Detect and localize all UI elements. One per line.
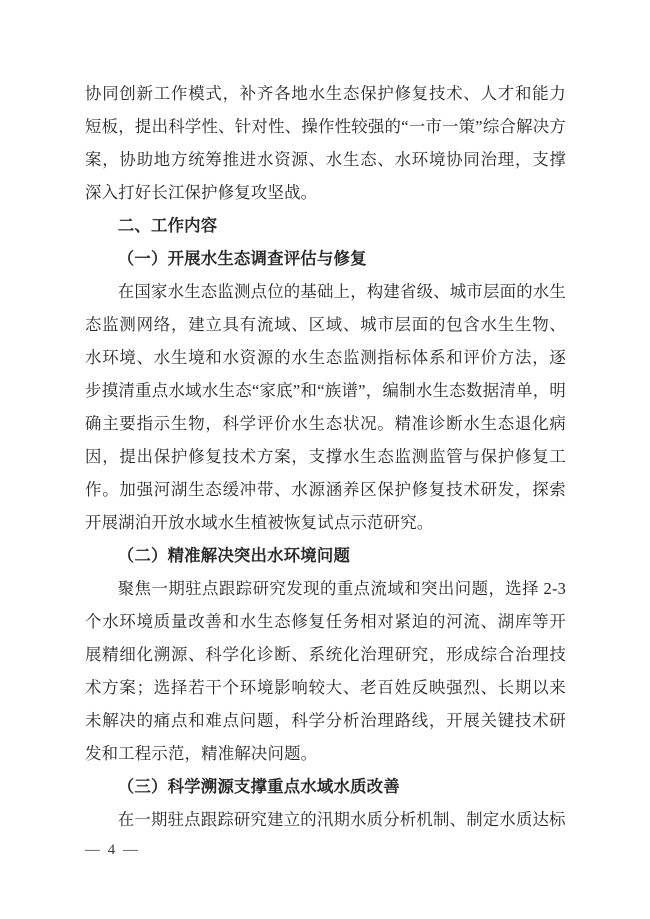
continuation-paragraph: 协同创新工作模式，补齐各地水生态保护修复技术、人才和能力短板，提出科学性、针对性、操作性较强的“一市一策”综合解决方案，协助地方统筹推进水资源、水生态、水环境协同治理，支撑深入打好长江保护修复攻坚战。 — [85, 84, 566, 202]
subsection-heading-3: （三）科学溯源支撑重点水域水质改善 — [117, 777, 400, 796]
subsection-body-2: 聚焦一期驻点跟踪研究发现的重点流域和突出问题，选择 2-3 个水环境质量改善和水生态修复任务相对紧迫的河流、湖库等开展精细化溯源、科学化诊断、系统化治理研究，形成综合治理技术方案；选择若干个环境影响较大、老百姓反映强烈、长期以来未解决的痛点和难点问题，科学分析治理路线，开展关键技术研发和工程示范，精准解决问题。 — [85, 579, 566, 763]
subsection-heading-1: （一）开展水生态调查评估与修复 — [117, 249, 367, 268]
subsection-body-1: 在国家水生态监测点位的基础上，构建省级、城市层面的水生态监测网络，建立具有流域、区域、城市层面的包含水生生物、水环境、水生境和水资源的水生态监测指标体系和评价方法，逐步摸清重点水域水生态“家底”和“族谱”，编制水生态数据清单，明确主要指示生物，科学评价水生态状况。精准诊断水生态退化病因，提出保护修复技术方案，支撑水生态监测监管与保护修复工作。加强河湖生态缓冲带、水源涵养区保护修复技术研发，探索开展湖泊开放水域水生植被恢复试点示范研究。 — [85, 282, 566, 532]
subsection-body-3: 在一期驻点跟踪研究建立的汛期水质分析机制、制定水质达标 — [117, 810, 566, 829]
page-number: — 4 — — [85, 842, 140, 858]
document-body — [85, 77, 566, 836]
subsection-heading-2: （二）精准解决突出水环境问题 — [117, 546, 351, 565]
section-heading-work-content: 二、工作内容 — [117, 216, 218, 235]
